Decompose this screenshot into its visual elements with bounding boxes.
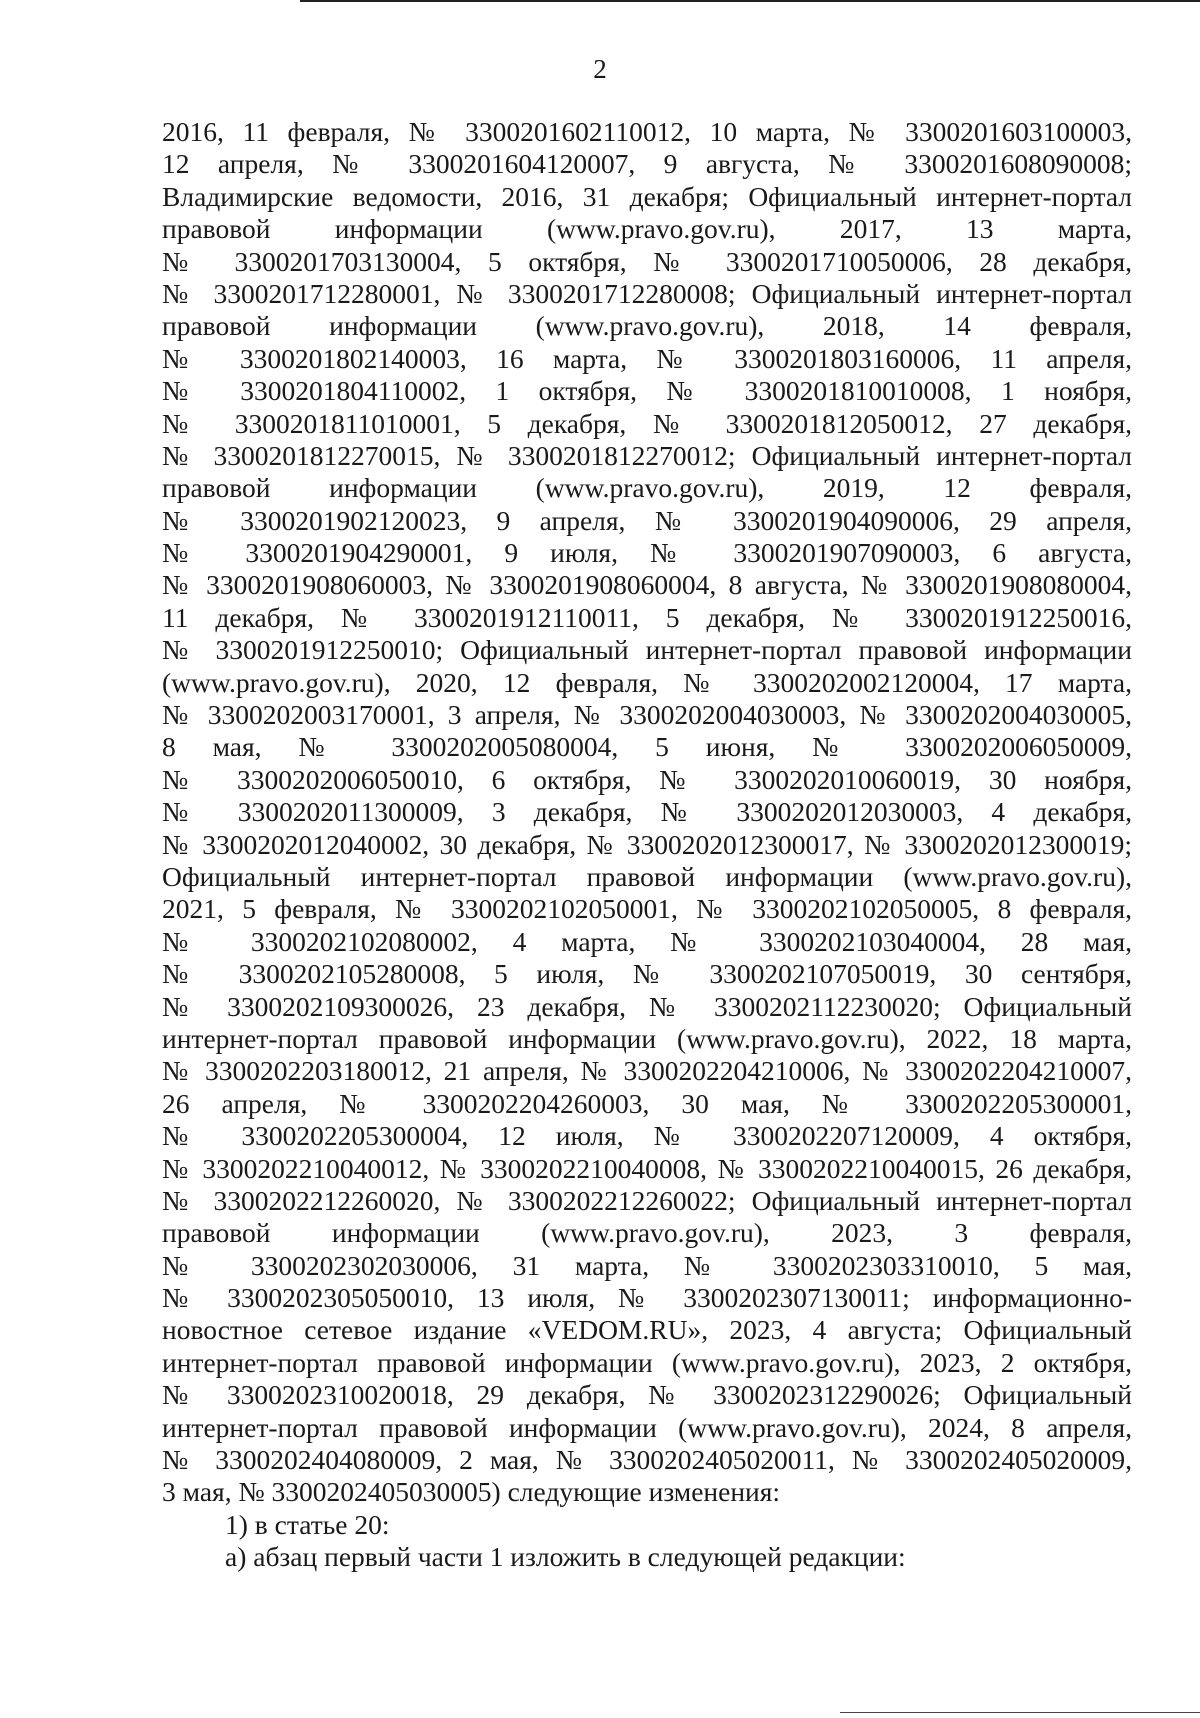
body-line: № 3300202205300004, 12 июля, № 3300202207120009, 4 октября, (162, 1120, 1132, 1152)
body-line: 8 мая, № 3300202005080004, 5 июня, № 3300202006050009, (162, 731, 1132, 763)
body-line: правовой информации (www.pravo.gov.ru), 2023, 3 февраля, (162, 1217, 1132, 1249)
page-number: 2 (593, 54, 607, 84)
body-line: № 3300202003170001, 3 апреля, № 3300202004030003, № 3300202004030005, (162, 699, 1132, 731)
document-body (162, 116, 1132, 1574)
body-line: 26 апреля, № 3300202204260003, 30 мая, № 3300202205300001, (162, 1087, 1132, 1119)
body-line: № 3300202210040012, № 3300202210040008, № 3300202210040015, 26 декабря, (162, 1152, 1132, 1184)
body-line: правовой информации (www.pravo.gov.ru), 2019, 12 февраля, (162, 472, 1132, 504)
top-scan-rule (300, 0, 1200, 2)
body-line-last: 3 мая, № 3300202405030005) следующие изменения: (162, 1476, 781, 1508)
body-line: 2016, 11 февраля, № 3300201602110012, 10 марта, № 3300201603100003, (162, 116, 1132, 147)
body-line: правовой информации (www.pravo.gov.ru), 2017, 13 марта, (162, 213, 1132, 245)
body-line: интернет-портал правовой информации (www.pravo.gov.ru), 2024, 8 апреля, (162, 1411, 1132, 1443)
body-line: № 3300202212260020, № 3300202212260022; Официальный интернет-портал (162, 1184, 1132, 1216)
body-line: № 3300202102080002, 4 марта, № 3300202103040004, 28 мая, (162, 925, 1132, 957)
paragraph-subitem-a: а) абзац первый части 1 изложить в следующей редакции: (225, 1541, 906, 1573)
body-line: № 3300201904290001, 9 июля, № 3300201907090003, 6 августа, (162, 537, 1132, 569)
bottom-scan-rule (840, 1712, 1200, 1713)
body-line: № 3300201703130004, 5 октября, № 3300201710050006, 28 декабря, (162, 245, 1132, 277)
body-line: № 3300202011300009, 3 декабря, № 3300202012030003, 4 декабря, (162, 796, 1132, 828)
paragraph-item-1: 1) в статье 20: (225, 1508, 390, 1540)
body-line: № 3300201902120023, 9 апреля, № 3300201904090006, 29 апреля, (162, 504, 1132, 536)
body-line: № 3300202006050010, 6 октября, № 3300202010060019, 30 ноября, (162, 763, 1132, 795)
body-line: 2021, 5 февраля, № 3300202102050001, № 3300202102050005, 8 февраля, (162, 893, 1132, 925)
body-line: № 3300202302030006, 31 марта, № 3300202303310010, 5 мая, (162, 1249, 1132, 1281)
body-line: № 3300201811010001, 5 декабря, № 3300201812050012, 27 декабря, (162, 407, 1132, 439)
body-line: Владимирские ведомости, 2016, 31 декабря; Официальный интернет-портал (162, 180, 1132, 212)
body-line: (www.pravo.gov.ru), 2020, 12 февраля, № 3300202002120004, 17 марта, (162, 666, 1132, 698)
body-line: № 3300202404080009, 2 мая, № 3300202405020011, № 3300202405020009, (162, 1444, 1132, 1476)
body-line: интернет-портал правовой информации (www.pravo.gov.ru), 2022, 18 марта, (162, 1022, 1132, 1054)
body-line: № 3300202310020018, 29 декабря, № 3300202312290026; Официальный (162, 1379, 1132, 1411)
body-line: Официальный интернет-портал правовой информации (www.pravo.gov.ru), (162, 860, 1132, 892)
body-line: № 3300201804110002, 1 октября, № 3300201810010008, 1 ноября, (162, 375, 1132, 407)
body-line: 12 апреля, № 3300201604120007, 9 августа, № 3300201608090008; (162, 148, 1132, 180)
body-line: № 3300202105280008, 5 июля, № 3300202107050019, 30 сентября, (162, 958, 1132, 990)
body-line: № 3300202203180012, 21 апреля, № 3300202204210006, № 3300202204210007, (162, 1055, 1132, 1087)
body-line: новостное сетевое издание «VEDOM.RU», 2023, 4 августа; Официальный (162, 1314, 1132, 1346)
body-line: № 3300201712280001, № 3300201712280008; Официальный интернет-портал (162, 277, 1132, 309)
body-line: интернет-портал правовой информации (www.pravo.gov.ru), 2023, 2 октября, (162, 1346, 1132, 1378)
body-line: № 3300201912250010; Официальный интернет-портал правовой информации (162, 634, 1132, 666)
body-line: № 3300201802140003, 16 марта, № 3300201803160006, 11 апреля, (162, 342, 1132, 374)
body-line: № 3300202305050010, 13 июля, № 3300202307130011; информационно- (162, 1282, 1132, 1314)
body-line: № 3300201908060003, № 3300201908060004, 8 августа, № 3300201908080004, (162, 569, 1132, 601)
body-line: № 3300201812270015, № 3300201812270012; Официальный интернет-портал (162, 439, 1132, 471)
body-line: № 3300202109300026, 23 декабря, № 3300202112230020; Официальный (162, 990, 1132, 1022)
body-line: правовой информации (www.pravo.gov.ru), 2018, 14 февраля, (162, 310, 1132, 342)
body-line: 11 декабря, № 3300201912110011, 5 декабря, № 3300201912250016, (162, 601, 1132, 633)
body-line: № 3300202012040002, 30 декабря, № 3300202012300017, № 3300202012300019; (162, 828, 1132, 860)
